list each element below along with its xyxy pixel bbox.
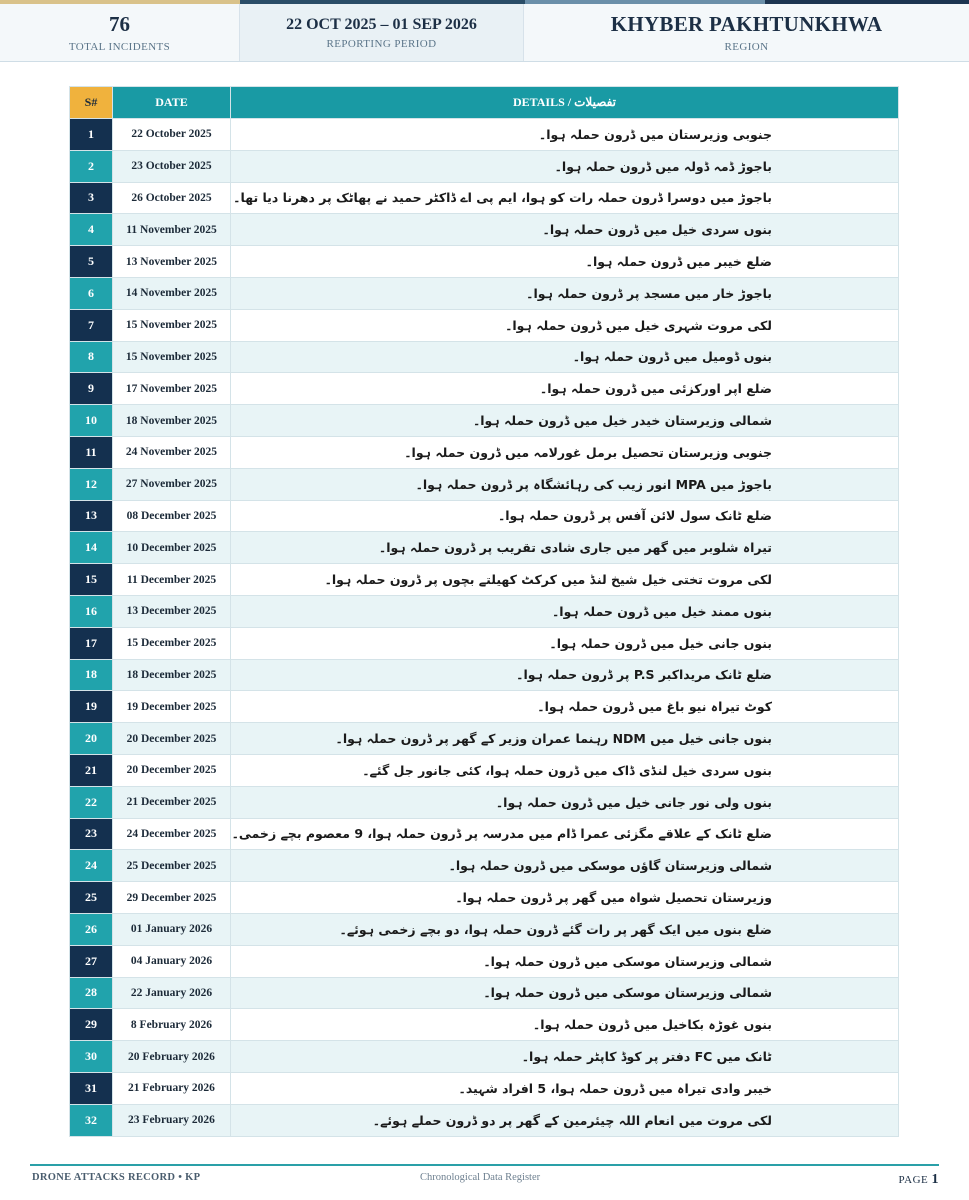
column-header-serial: S#: [70, 87, 113, 119]
table-row: [70, 754, 899, 786]
footer-register-label: Chronological Data Register: [420, 1172, 541, 1183]
period-value: 22 OCT 2025 – 01 SEP 2026: [286, 15, 477, 33]
serial-cell: 3: [70, 182, 113, 214]
serial-cell: 12: [70, 468, 113, 500]
date-cell: 15 December 2025: [113, 627, 231, 659]
details-cell: ٹانک میں FC دفتر پر کوڈ کاپٹر حملہ ہوا۔: [231, 1041, 899, 1073]
serial-cell: 7: [70, 309, 113, 341]
serial-cell: 24: [70, 850, 113, 882]
table-row: [70, 150, 899, 182]
details-cell: بنوں سردی خیل میں ڈرون حملہ ہوا۔: [231, 214, 899, 246]
date-cell: 24 November 2025: [113, 436, 231, 468]
date-cell: 13 December 2025: [113, 595, 231, 627]
date-cell: 18 November 2025: [113, 405, 231, 437]
table-row: [70, 945, 899, 977]
details-cell: لکی مروت میں انعام اللہ چیئرمین کے گھر پر دو ڈرون حملے ہوئے۔: [231, 1104, 899, 1136]
details-cell: ضلع بنوں میں ایک گھر پر رات گئے ڈرون حملہ ہوا، دو بچے زخمی ہوئے۔: [231, 913, 899, 945]
date-cell: 11 November 2025: [113, 214, 231, 246]
date-cell: 19 December 2025: [113, 691, 231, 723]
date-cell: 25 December 2025: [113, 850, 231, 882]
date-cell: 21 December 2025: [113, 786, 231, 818]
details-cell: جنوبی وزیرستان میں ڈرون حملہ ہوا۔: [231, 119, 899, 151]
table-row: [70, 1009, 899, 1041]
details-cell: بنوں ڈومیل میں ڈرون حملہ ہوا۔: [231, 341, 899, 373]
details-cell: ضلع ٹانک کے علاقے مگزئی عمرا ڈام میں مدرسہ پر ڈرون حملہ ہوا، 9 معصوم بچے زخمی۔: [231, 818, 899, 850]
details-cell: تیراہ شلوبر میں گھر میں جاری شادی تقریب پر ڈرون حملہ ہوا۔: [231, 532, 899, 564]
serial-cell: 31: [70, 1072, 113, 1104]
column-header-date: DATE: [113, 87, 231, 119]
date-cell: 14 November 2025: [113, 277, 231, 309]
table-row: [70, 913, 899, 945]
serial-cell: 15: [70, 564, 113, 596]
incidents-summary: [0, 4, 240, 61]
report-header: [0, 4, 969, 62]
date-cell: 22 January 2026: [113, 977, 231, 1009]
table-row: [70, 723, 899, 755]
serial-cell: 30: [70, 1041, 113, 1073]
serial-cell: 29: [70, 1009, 113, 1041]
table-row: [70, 468, 899, 500]
serial-cell: 28: [70, 977, 113, 1009]
date-cell: 08 December 2025: [113, 500, 231, 532]
details-cell: بنوں جانی خیل میں NDM رہنما عمران وزیر کے گھر پر ڈرون حملہ ہوا۔: [231, 723, 899, 755]
details-cell: لکی مروت شہری خیل میں ڈرون حملہ ہوا۔: [231, 309, 899, 341]
details-cell: باجوڑ میں دوسرا ڈرون حملہ رات کو ہوا، ایم پی اے ڈاکٹر حمید نے پھاٹک پر دھرنا دیا تھا۔: [231, 182, 899, 214]
date-cell: 17 November 2025: [113, 373, 231, 405]
table-row: [70, 1104, 899, 1136]
date-cell: 23 October 2025: [113, 150, 231, 182]
serial-cell: 27: [70, 945, 113, 977]
date-cell: 04 January 2026: [113, 945, 231, 977]
date-cell: 21 February 2026: [113, 1072, 231, 1104]
table-row: [70, 436, 899, 468]
date-cell: 20 December 2025: [113, 754, 231, 786]
footer-divider: [30, 1164, 939, 1166]
serial-cell: 11: [70, 436, 113, 468]
table-row: [70, 659, 899, 691]
details-cell: بنوں غوڑہ بکاخیل میں ڈرون حملہ ہوا۔: [231, 1009, 899, 1041]
period-label: REPORTING PERIOD: [326, 37, 437, 50]
table-row: [70, 500, 899, 532]
date-cell: 18 December 2025: [113, 659, 231, 691]
date-cell: 01 January 2026: [113, 913, 231, 945]
serial-cell: 21: [70, 754, 113, 786]
details-cell: ضلع خیبر میں ڈرون حملہ ہوا۔: [231, 246, 899, 278]
details-cell: ضلع ٹانک مریداکبر P.S پر ڈرون حملہ ہوا۔: [231, 659, 899, 691]
table-row: [70, 1041, 899, 1073]
serial-cell: 5: [70, 246, 113, 278]
incidents-table: [69, 86, 899, 1137]
date-cell: 27 November 2025: [113, 468, 231, 500]
table-row: [70, 119, 899, 151]
page-indicator: [899, 1172, 939, 1188]
details-cell: شمالی وزیرستان موسکی میں ڈرون حملہ ہوا۔: [231, 945, 899, 977]
date-cell: 11 December 2025: [113, 564, 231, 596]
incidents-count: 76: [109, 12, 130, 36]
date-cell: 23 February 2026: [113, 1104, 231, 1136]
table-row: [70, 882, 899, 914]
serial-cell: 13: [70, 500, 113, 532]
table-row: [70, 595, 899, 627]
serial-cell: 4: [70, 214, 113, 246]
details-cell: بنوں سردی خیل لنڈی ڈاک میں ڈرون حملہ ہوا، کئی جانور جل گئے۔: [231, 754, 899, 786]
details-cell: خیبر وادی تیراہ میں ڈرون حملہ ہوا، 5 افراد شہید۔: [231, 1072, 899, 1104]
serial-cell: 2: [70, 150, 113, 182]
table-row: [70, 818, 899, 850]
serial-cell: 14: [70, 532, 113, 564]
serial-cell: 32: [70, 1104, 113, 1136]
serial-cell: 18: [70, 659, 113, 691]
column-header-details: DETAILS / تفصیلات: [231, 87, 899, 119]
date-cell: 20 February 2026: [113, 1041, 231, 1073]
table-row: [70, 277, 899, 309]
table-body: [70, 119, 899, 1137]
details-cell: باجوڑ ڈمہ ڈولہ میں ڈرون حملہ ہوا۔: [231, 150, 899, 182]
region-summary: [524, 4, 969, 61]
table-row: [70, 309, 899, 341]
page-number: 1: [931, 1172, 939, 1187]
serial-cell: 26: [70, 913, 113, 945]
footer-record-title: DRONE ATTACKS RECORD • KP: [32, 1172, 201, 1183]
details-cell: وزیرستان تحصیل شواہ میں گھر پر ڈرون حملہ ہوا۔: [231, 882, 899, 914]
page-label: PAGE: [898, 1174, 929, 1186]
date-cell: 8 February 2026: [113, 1009, 231, 1041]
serial-cell: 19: [70, 691, 113, 723]
date-cell: 26 October 2025: [113, 182, 231, 214]
table-row: [70, 341, 899, 373]
date-cell: 29 December 2025: [113, 882, 231, 914]
table-row: [70, 182, 899, 214]
details-cell: شمالی وزیرستان موسکی میں ڈرون حملہ ہوا۔: [231, 977, 899, 1009]
details-cell: بنوں ممند خیل میں ڈرون حملہ ہوا۔: [231, 595, 899, 627]
table-row: [70, 627, 899, 659]
details-cell: بنوں ولی نور جانی خیل میں ڈرون حملہ ہوا۔: [231, 786, 899, 818]
table-row: [70, 373, 899, 405]
table-row: [70, 214, 899, 246]
details-cell: ضلع اپر اورکزئی میں ڈرون حملہ ہوا۔: [231, 373, 899, 405]
table-row: [70, 405, 899, 437]
incidents-label: TOTAL INCIDENTS: [68, 41, 171, 53]
table-row: [70, 850, 899, 882]
date-cell: 22 October 2025: [113, 119, 231, 151]
period-summary: [240, 4, 524, 61]
date-cell: 20 December 2025: [113, 723, 231, 755]
details-cell: ضلع ٹانک سول لائن آفس پر ڈرون حملہ ہوا۔: [231, 500, 899, 532]
serial-cell: 8: [70, 341, 113, 373]
table-row: [70, 691, 899, 723]
serial-cell: 6: [70, 277, 113, 309]
region-value: KHYBER PAKHTUNKHWA: [610, 12, 883, 36]
details-cell: شمالی وزیرستان گاؤں موسکی میں ڈرون حملہ ہوا۔: [231, 850, 899, 882]
serial-cell: 17: [70, 627, 113, 659]
details-cell: شمالی وزیرستان خیدر خیل میں ڈرون حملہ ہوا۔: [231, 405, 899, 437]
table-row: [70, 246, 899, 278]
serial-cell: 16: [70, 595, 113, 627]
serial-cell: 10: [70, 405, 113, 437]
table-row: [70, 532, 899, 564]
serial-cell: 22: [70, 786, 113, 818]
details-cell: جنوبی وزیرستان تحصیل برمل غورلامہ میں ڈرون حملہ ہوا۔: [231, 436, 899, 468]
date-cell: 13 November 2025: [113, 246, 231, 278]
serial-cell: 23: [70, 818, 113, 850]
date-cell: 10 December 2025: [113, 532, 231, 564]
date-cell: 24 December 2025: [113, 818, 231, 850]
serial-cell: 25: [70, 882, 113, 914]
details-cell: بنوں جانی خیل میں ڈرون حملہ ہوا۔: [231, 627, 899, 659]
table-row: [70, 977, 899, 1009]
details-cell: لکی مروت تختی خیل شیخ لنڈ میں کرکٹ کھیلتے بچوں پر ڈرون حملہ ہوا۔: [231, 564, 899, 596]
details-cell: کوٹ تیراہ نیو باغ میں ڈرون حملہ ہوا۔: [231, 691, 899, 723]
serial-cell: 9: [70, 373, 113, 405]
serial-cell: 1: [70, 119, 113, 151]
table-row: [70, 786, 899, 818]
details-cell: باجوڑ میں MPA انور زیب کی رہائشگاہ پر ڈرون حملہ ہوا۔: [231, 468, 899, 500]
table-header-row: [70, 87, 899, 119]
region-label: REGION: [724, 41, 769, 53]
table-row: [70, 1072, 899, 1104]
details-cell: باجوڑ خار میں مسجد پر ڈرون حملہ ہوا۔: [231, 277, 899, 309]
table-row: [70, 564, 899, 596]
serial-cell: 20: [70, 723, 113, 755]
date-cell: 15 November 2025: [113, 341, 231, 373]
date-cell: 15 November 2025: [113, 309, 231, 341]
